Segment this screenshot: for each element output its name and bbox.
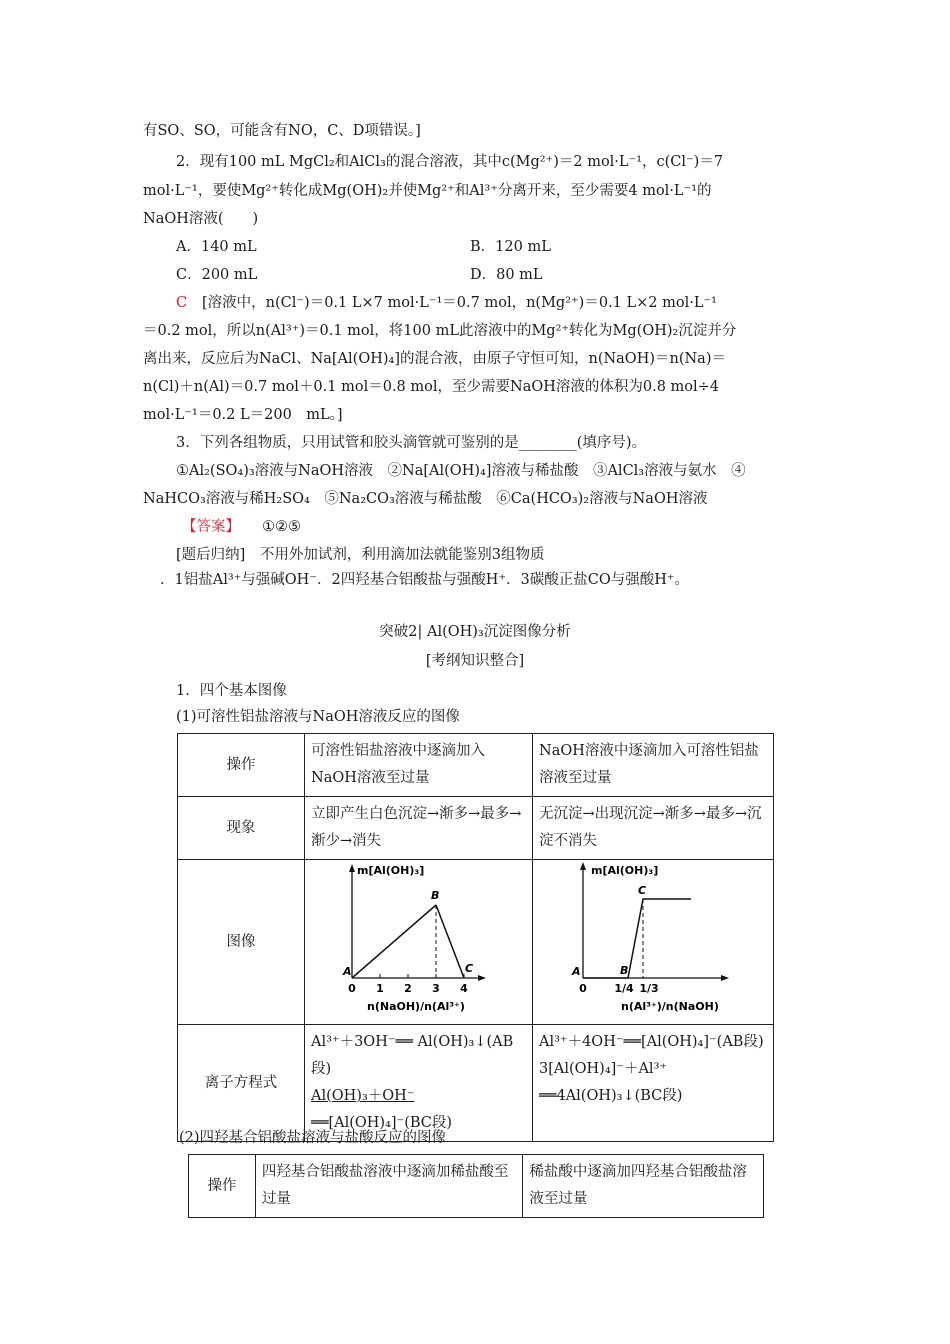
table-1	[177, 733, 774, 1142]
question-2-line2: mol·L⁻¹，要使Mg²⁺转化成Mg(OH)₂并使Mg²⁺和Al³⁺分离开来，至少需要4 mol·L⁻¹的	[143, 183, 712, 199]
chart-1	[305, 860, 532, 1024]
cell-eq-2	[533, 1025, 774, 1142]
row-header-equation: 离子方程式	[178, 1025, 305, 1142]
x-label: n(NaOH)/n(Al³⁺)	[367, 1000, 465, 1013]
question-2-line1: 2．现有100 mL MgCl₂和AlCl₃的混合溶液，其中c(Mg²⁺)＝2 mol·L⁻¹，c(Cl⁻)＝7	[176, 154, 724, 170]
point-label-b: B	[431, 889, 440, 902]
table-row	[178, 734, 774, 797]
explanation-line1: [溶液中，n(Cl⁻)＝0.1 L×7 mol·L⁻¹＝0.7 mol，n(Mg²⁺)＝0.1 L×2 mol·L⁻¹	[202, 295, 717, 311]
explanation-line3: 离出来，反应后为NaCl、Na[Al(OH)₄]的混合液，由原子守恒可知，n(NaOH)＝n(Na)＝	[143, 351, 726, 367]
row-header-phenomenon: 现象	[178, 797, 305, 860]
question-3: 3．下列各组物质，只用试管和胶头滴管就可鉴别的是________(填序号)。	[176, 435, 647, 451]
eq-1-line-a: Al³⁺＋3OH⁻══ Al(OH)₃↓(AB段)	[311, 1034, 514, 1077]
option-a: A．140 mL	[176, 239, 257, 255]
cell-op-2: 稀盐酸中逐滴加四羟基合铝酸盐溶液至过量	[523, 1155, 764, 1218]
point-label-c: C	[637, 884, 647, 897]
cell-graph-2	[533, 860, 774, 1025]
point-label-a: A	[343, 965, 352, 978]
answer-letter: C	[176, 295, 188, 311]
y-arrow	[580, 862, 586, 870]
y-arrow	[349, 864, 355, 872]
tick-label: 3	[432, 982, 440, 995]
segment-ab	[352, 905, 436, 978]
answer-value: ①②⑤	[262, 519, 301, 535]
cell-ph-1: 立即产生白色沉淀→渐多→最多→渐少→消失	[305, 797, 533, 860]
row-header-operation: 操作	[178, 734, 305, 797]
summary-text: ．1铝盐Al³⁺与强碱OH⁻．2四羟基合铝酸盐与强酸H⁺．3碳酸正盐CO与强酸H⁺。	[160, 572, 690, 588]
table-row	[178, 1025, 774, 1142]
option-b: B．120 mL	[470, 239, 551, 255]
option-d: D．80 mL	[470, 267, 543, 283]
cell-op-2: NaOH溶液中逐滴加入可溶性铝盐溶液至过量	[533, 734, 774, 797]
summary-heading: [题后归纳] 不用外加试剂，利用滴加法就能鉴别3组物质	[176, 547, 545, 563]
section-subtitle: [考纲知识整合]	[425, 653, 525, 669]
cell-ph-2: 无沉淀→出现沉淀→渐多→最多→沉淀不消失	[533, 797, 774, 860]
point-label-c: C	[465, 962, 474, 975]
point-label-b: B	[620, 964, 629, 977]
answer-tag: 【答案】	[182, 519, 240, 535]
option-c: C．200 mL	[176, 267, 258, 283]
cell-op-1: 四羟基合铝酸盐溶液中逐滴加稀盐酸至过量	[255, 1155, 523, 1218]
segment-bc	[436, 905, 464, 978]
question-2-line3: NaOH溶液( )	[143, 211, 259, 227]
eq-1-line-b: Al(OH)₃＋OH⁻	[311, 1088, 415, 1104]
cell-eq-1	[305, 1025, 533, 1142]
heading-four-graphs: 1．四个基本图像	[176, 683, 287, 699]
y-label: m[Al(OH)₃]	[591, 864, 659, 877]
tick-label: 1/3	[639, 982, 659, 995]
eq-2-line-a: Al³⁺＋4OH⁻══[Al(OH)₄]⁻(AB段)	[539, 1034, 764, 1050]
x-arrow	[478, 975, 486, 981]
series-line	[583, 899, 691, 978]
heading-table-2: (2)四羟基合铝酸盐溶液与盐酸反应的图像	[179, 1130, 447, 1146]
eq-2-line-c: ══4Al(OH)₃↓(BC段)	[539, 1088, 683, 1104]
explanation-line2: ＝0.2 mol，所以n(Al³⁺)＝0.1 mol，将100 mL此溶液中的Mg²⁺转化为Mg(OH)₂沉淀并分	[143, 323, 737, 339]
tick-label: 2	[404, 982, 412, 995]
point-label-a: A	[572, 965, 581, 978]
explanation-line5: mol·L⁻¹＝0.2 L＝200 mL。]	[143, 407, 343, 423]
row-header-operation: 操作	[189, 1155, 256, 1218]
table-2	[188, 1154, 764, 1218]
eq-1-line-c: ══[Al(OH)₄]⁻(BC段)	[311, 1115, 453, 1131]
chart-2	[533, 860, 773, 1024]
cell-op-1: 可溶性铝盐溶液中逐滴加入NaOH溶液至过量	[305, 734, 533, 797]
table-row	[189, 1155, 764, 1218]
explanation-line4: n(Cl)＋n(Al)＝0.7 mol＋0.1 mol＝0.8 mol，至少需要NaOH溶液的体积为0.8 mol÷4	[143, 379, 720, 395]
heading-table-1: (1)可溶性铝盐溶液与NaOH溶液反应的图像	[176, 709, 460, 725]
row-header-graph: 图像	[178, 860, 305, 1025]
section-title: 突破2| Al(OH)₃沉淀图像分析	[379, 624, 571, 640]
tick-label: 0	[348, 982, 356, 995]
tick-label: 1/4	[614, 982, 634, 995]
question-3-items-line2: NaHCO₃溶液与稀H₂SO₄ ⑤Na₂CO₃溶液与稀盐酸 ⑥Ca(HCO₃)₂溶液与NaOH溶液	[143, 491, 708, 507]
eq-2-line-b: 3[Al(OH)₄]⁻＋Al³⁺	[539, 1061, 668, 1077]
table-row	[178, 860, 774, 1025]
text-line: 有SO、SO，可能含有NO，C、D项错误。]	[143, 123, 421, 139]
x-arrow	[721, 975, 729, 981]
tick-label: 4	[460, 982, 468, 995]
question-3-items-line1: ①Al₂(SO₄)₃溶液与NaOH溶液 ②Na[Al(OH)₄]溶液与稀盐酸 ③AlCl₃溶液与氨水 ④	[176, 463, 746, 479]
tick-label: 1	[376, 982, 384, 995]
y-label: m[Al(OH)₃]	[357, 864, 425, 877]
table-row	[178, 797, 774, 860]
cell-graph-1	[305, 860, 533, 1025]
x-label: n(Al³⁺)/n(NaOH)	[621, 1000, 719, 1013]
tick-label: 0	[579, 982, 587, 995]
